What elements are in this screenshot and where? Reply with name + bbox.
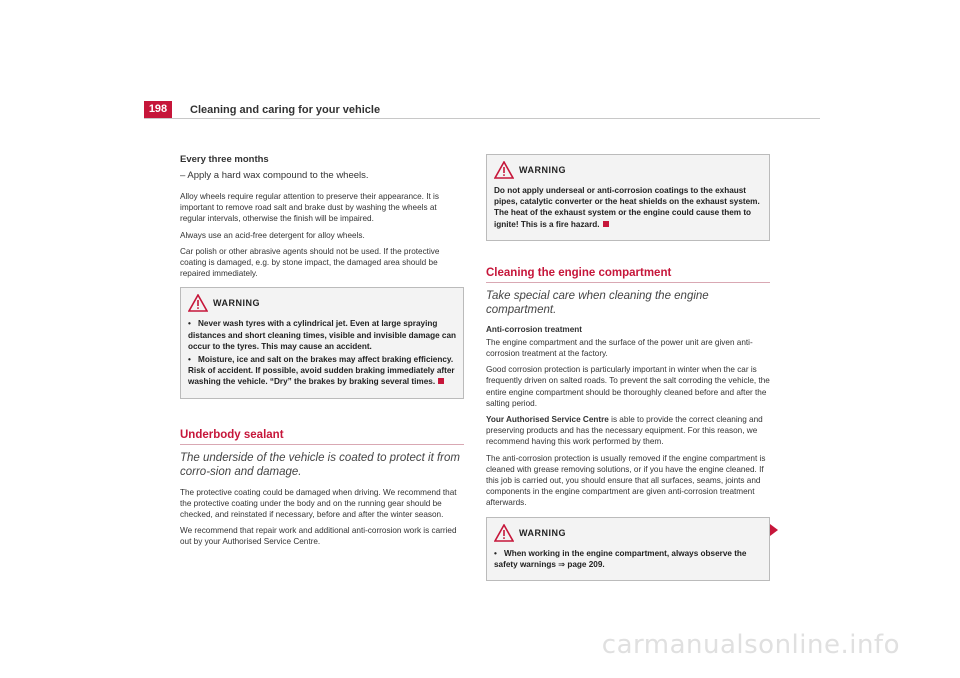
warning-title: WARNING [213,298,260,309]
section-subtitle: The underside of the vehicle is coated to protect it from corro-sion and damage. [180,451,460,478]
bullet-icon: • [188,319,191,329]
page-number: 198 [144,101,172,118]
warning-triangle-icon [188,294,208,312]
bullet-icon: • [188,355,191,365]
warning-item: • Never wash tyres with a cylindrical jet. Even at large spraying distances and short cleaning times, visible and invisible damage can occur to the tyres. This may cause an accident. [188,319,457,351]
left-column [180,154,464,553]
page-reference-link[interactable]: page 209. [565,559,605,569]
right-column [486,154,770,581]
warning-box-exhaust [486,154,770,241]
continue-arrow-icon [770,524,778,536]
warning-title: WARNING [519,165,566,175]
step-title: Every three months [180,154,269,165]
paragraph: Good corrosion protection is particularly important in winter when the car is frequently driven on salted roads. To prevent the salt corroding the vehicle, the entire engine compartment should be thoroughly cleaned before and after the salting period. [486,365,770,408]
section-title: Underbody sealant [180,429,464,445]
header-rule [144,118,820,119]
warning-item: • Moisture, ice and salt on the brakes may affect braking efficiency. Risk of accident. If possible, avoid sudden braking immediately after washing the vehicle. “Dry” the brakes by braking several times. [188,355,455,387]
section-title: Cleaning the engine compartment [486,267,770,283]
warning-triangle-icon [494,161,514,179]
paragraph: We recommend that repair work and additional anti-corrosion work is carried out by your Authorised Service Centre. [180,526,457,547]
warning-title: WARNING [519,527,566,538]
warning-item: • When working in the engine compartment, always observe the safety warnings ⇒ page 209. [494,548,747,569]
paragraph: Alloy wheels require regular attention to preserve their appearance. It is important to remove road salt and brake dust by washing the wheels at regular intervals, otherwise the finish will be impaired. [180,192,439,224]
bullet-icon: • [494,548,497,558]
paragraph: The anti-corrosion protection is usually removed if the engine compartment is cleaned with grease removing solutions, or if you have the engine cleaned. If this job is carried out, you should ensure that all surfaces, seams, joints and components in the engine compartment are given anti-corrosion treatment afterwards. [486,453,766,508]
paragraph: Always use an acid-free detergent for alloy wheels. [180,230,365,240]
paragraph: The engine compartment and the surface of the power unit are given anti-corrosion treatment at the factory. [486,337,753,359]
warning-box-engine [486,517,770,581]
warning-box-tyres [180,287,464,398]
paragraph: Your Authorised Service Centre is able to provide the correct cleaning and preserving products and has the necessary equipment. For this reason, we recommend having this work performed by them. [486,415,763,447]
chapter-title: Cleaning and caring for your vehicle [190,104,381,116]
warning-text: Do not apply underseal or anti-corrosion coatings to the exhaust pipes, catalytic converter or the heat shields on the exhaust system. The heat of the exhaust system or the engine could cause them to ignite! This is a fire hazard. [494,186,760,229]
page-reference-arrow-icon: ⇒ [558,558,566,569]
section-subtitle: Take special care when cleaning the engine compartment. [486,289,709,316]
paragraph: The protective coating could be damaged when driving. We recommend that the protective coating under the body and on the running gear should be checked, and reinstated if necessary, before and after the winter season. [180,487,457,520]
step-item: – Apply a hard wax compound to the wheels. [180,170,369,181]
warning-triangle-icon [494,524,514,542]
watermark: carmanualsonline.info [601,630,900,660]
service-centre-term: Your Authorised Service Centre [486,415,609,425]
paragraph: Car polish or other abrasive agents should not be used. If the protective coating is damaged, e.g. by stone impact, the damaged area should be repaired immediately. [180,246,440,279]
end-of-section-icon [603,221,609,227]
sub-heading: Anti-corrosion treatment [486,324,582,334]
end-of-section-icon [438,378,444,384]
